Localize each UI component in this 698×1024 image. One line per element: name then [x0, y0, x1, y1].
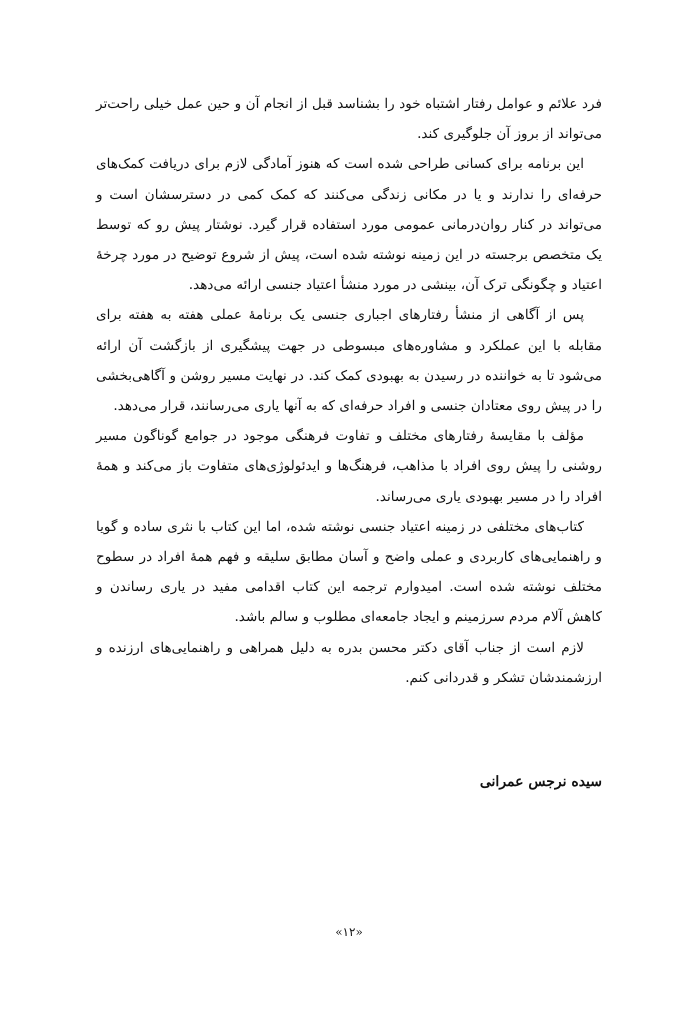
paragraph-4: مؤلف با مقایسهٔ رفتارهای مختلف و تفاوت فرهنگی موجود در جوامع گوناگون مسیر روشنی را پیش روی افراد با مذاهب، فرهنگ‌ها و ایدئولوژی‌های متفاوت باز می‌کند و همهٔ افراد را در مسیر بهبودی یاری می‌رساند. — [96, 428, 602, 505]
paragraph-6: لازم است از جناب آقای دکتر محسن بدره به دلیل همراهی و راهنمایی‌های ارزنده و ارزشمندشان تشکر و قدردانی کنم. — [96, 639, 602, 686]
signature: سیده نرجس عمرانی — [479, 774, 602, 790]
paragraph-3: پس از آگاهی از منشأ رفتارهای اجباری جنسی یک برنامهٔ عملی هفته به هفته برای مقابله با این عملکرد و مشاوره‌های مبسوطی در جهت پیشگیری از بازگشت آن ارائه می‌شود تا به خواننده در رسیدن به بهبودی کمک کند. در نهایت مسیر روشن و آگاهی‌بخشی را در پیش روی معتادان جنسی و افراد حرفه‌ای که به آنها یاری می‌رسانند، قرار می‌دهد. — [96, 307, 602, 415]
body-text — [96, 89, 602, 693]
paragraph-5: کتاب‌های مختلفی در زمینه اعتیاد جنسی نوشته شده، اما این کتاب با نثری ساده و گویا و راهنمایی‌های کاربردی و عملی واضح و آسان مطابق سلیقه و فهم همهٔ افراد در سطوح مختلف نوشته شده است. امیدوارم ترجمه این کتاب اقدامی مفید در یاری رساندن و کاهش آلام مردم سرزمینم و ایجاد جامعه‌ای مطلوب و سالم باشد. — [96, 518, 602, 626]
page-number: «۱۲» — [335, 925, 363, 939]
paragraph-1: فرد علائم و عوامل رفتار اشتباه خود را بشناسد قبل از انجام آن و حین عمل خیلی راحت‌تر می‌تواند از بروز آن جلوگیری کند. — [96, 96, 602, 143]
paragraph-2: این برنامه برای کسانی طراحی شده است که هنوز آمادگی لازم برای دریافت کمک‌های حرفه‌ای را ندارند و یا در مکانی زندگی می‌کنند که کمک کمی در دسترسشان است و می‌تواند در کنار روان‌درمانی عمومی مورد استفاده قرار گیرد. نوشتار پیش رو که توسط یک متخصص برجسته در این زمینه نوشته شده است، پیش از شروع توضیح در مورد چرخهٔ اعتیاد و چگونگی ترک آن، بینشی در مورد منشأ اعتیاد جنسی ارائه می‌دهد. — [96, 156, 602, 294]
